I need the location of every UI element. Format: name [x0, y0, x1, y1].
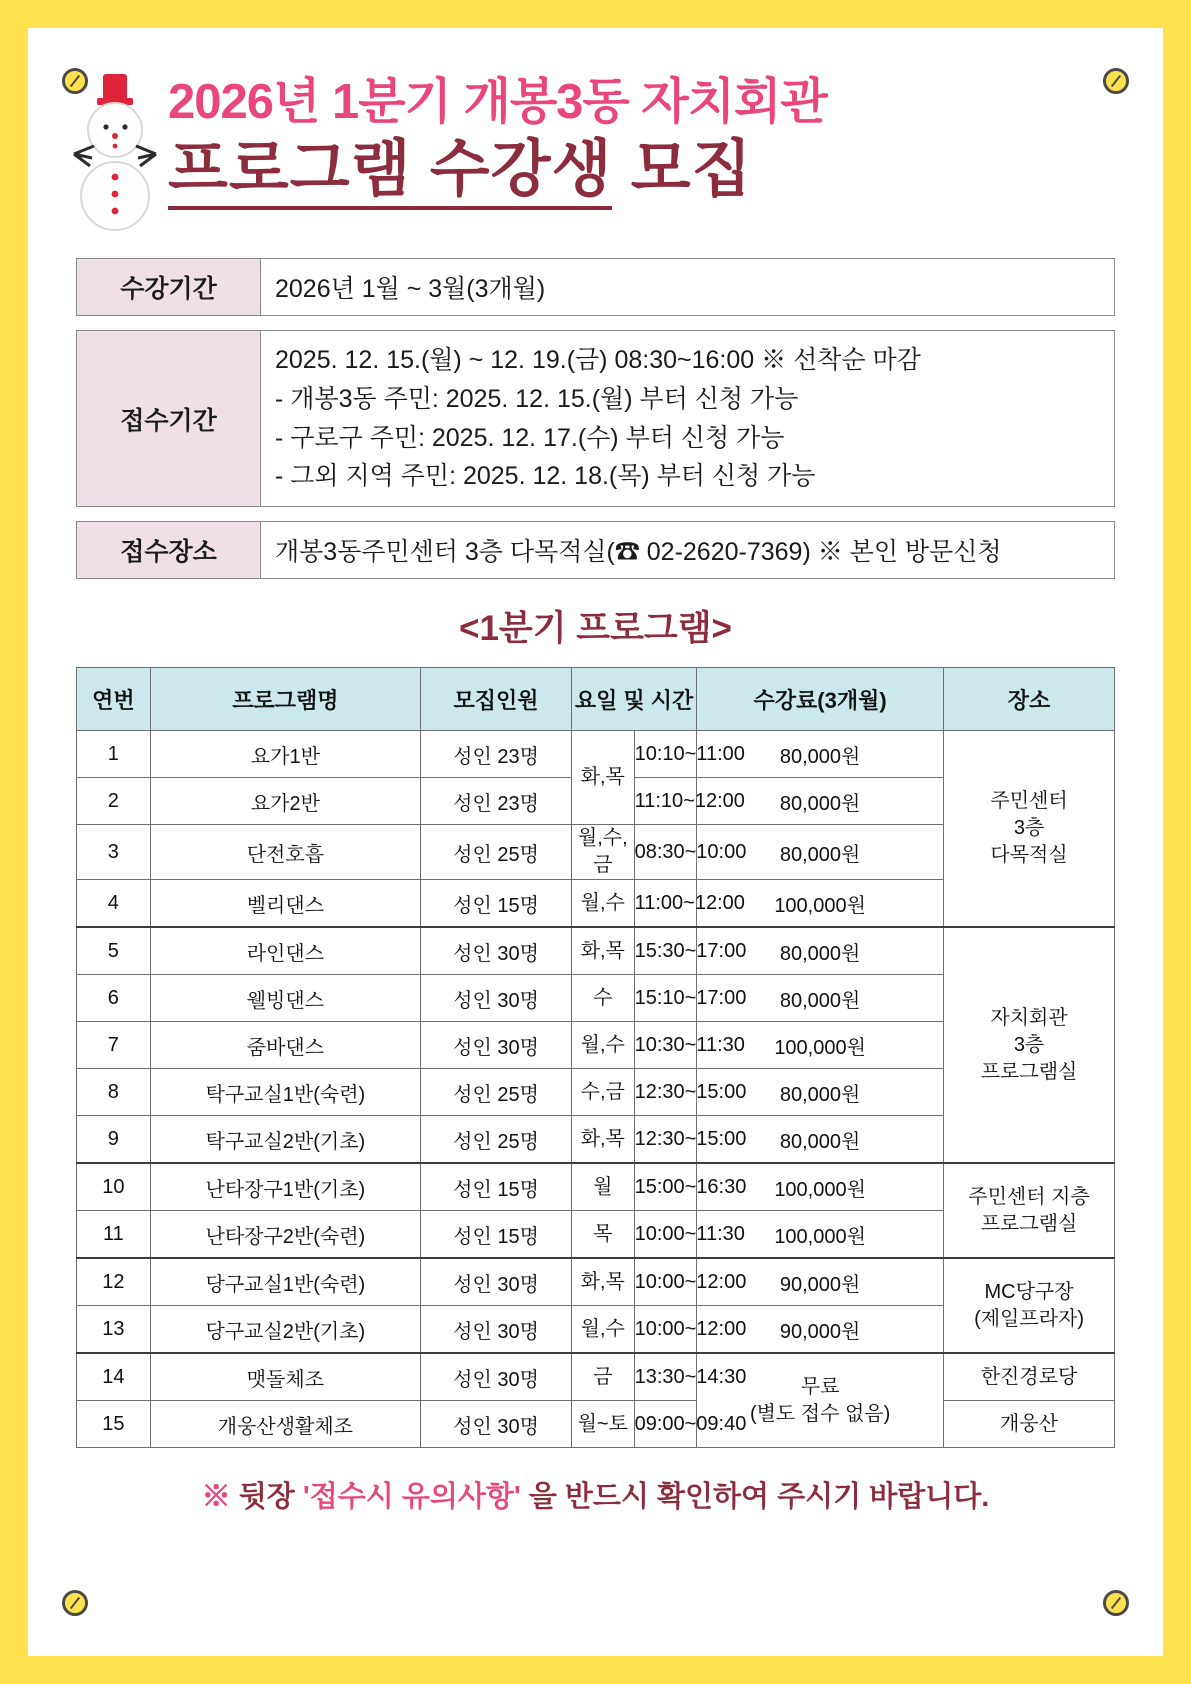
cell-name: 난타장구1반(기초): [150, 1163, 420, 1211]
cell-fee: 80,000원: [697, 975, 944, 1022]
cell-place: MC당구장 (제일프라자): [944, 1258, 1115, 1353]
course-period-row: [77, 259, 1115, 316]
cell-fee: 100,000원: [697, 1022, 944, 1069]
cell-time: 10:30~11:30: [634, 1022, 697, 1069]
cell-place: 자치회관 3층 프로그램실: [944, 927, 1115, 1163]
footer-text-b: 을 반드시 확인하여 주시기 바랍니다.: [520, 1481, 990, 1513]
title-block: [168, 76, 1123, 205]
application-period-value: [261, 331, 1115, 507]
cell-no: 14: [77, 1353, 151, 1401]
cell-day: 화,목: [571, 1258, 634, 1306]
cell-fee: 90,000원: [697, 1306, 944, 1354]
cell-fee: 90,000원: [697, 1258, 944, 1306]
poster-title-line2-b: 모집: [612, 134, 753, 204]
cell-capacity: 성인 15명: [421, 880, 572, 928]
cell-fee: 80,000원: [697, 927, 944, 975]
application-place-value: 개봉3동주민센터 3층 다목적실(☎ 02-2620-7369) ※ 본인 방문신청: [261, 522, 1115, 579]
header-day-time: 요일 및 시간: [571, 668, 696, 731]
poster-title-line1: 2026년 1분기 개봉3동 자치회관: [168, 75, 827, 129]
cell-day: 월: [571, 1163, 634, 1211]
cell-time: 15:10~17:00: [634, 975, 697, 1022]
table-row: [77, 731, 1115, 778]
poster-title-line2-a: 프로그램 수강생: [168, 135, 612, 210]
screw-bottom-right: [1103, 1590, 1129, 1616]
cell-capacity: 성인 30명: [421, 1306, 572, 1354]
cell-name: 웰빙댄스: [150, 975, 420, 1022]
cell-no: 13: [77, 1306, 151, 1354]
cell-time: 15:30~17:00: [634, 927, 697, 975]
cell-no: 8: [77, 1069, 151, 1116]
cell-name: 요가1반: [150, 731, 420, 778]
program-section-title: <1분기 프로그램>: [459, 609, 732, 648]
cell-day: 화,목: [571, 927, 634, 975]
poster-header: [28, 28, 1163, 258]
application-place-row: [77, 522, 1115, 579]
cell-day: 수,금: [571, 1069, 634, 1116]
cell-time: 10:00~12:00: [634, 1306, 697, 1354]
cell-time: 15:00~16:30: [634, 1163, 697, 1211]
application-period-line-3: - 구로구 주민: 2025. 12. 17.(수) 부터 신청 가능: [275, 423, 785, 452]
info-section: [76, 258, 1115, 579]
header-fee: 수강료(3개월): [697, 668, 944, 731]
cell-name: 벨리댄스: [150, 880, 420, 928]
cell-time: 10:10~11:00: [634, 731, 697, 778]
cell-day: 월,수,금: [571, 825, 634, 880]
cell-fee: 무료 (별도 접수 없음): [697, 1353, 944, 1448]
cell-day: 목: [571, 1211, 634, 1259]
cell-day: 월~토: [571, 1401, 634, 1448]
application-period-line-2: - 개봉3동 주민: 2025. 12. 15.(월) 부터 신청 가능: [275, 384, 799, 413]
cell-capacity: 성인 15명: [421, 1163, 572, 1211]
cell-time: 11:00~12:00: [634, 880, 697, 928]
table-row: [77, 1163, 1115, 1211]
poster-sheet: [28, 28, 1163, 1656]
cell-capacity: 성인 25명: [421, 1116, 572, 1164]
cell-place: 주민센터 지층 프로그램실: [944, 1163, 1115, 1258]
cell-day: 금: [571, 1353, 634, 1401]
cell-name: 개웅산생활체조: [150, 1401, 420, 1448]
footer-text-a: 뒷장: [230, 1481, 303, 1513]
footer-note: [28, 1474, 1163, 1515]
cell-no: 5: [77, 927, 151, 975]
application-period-label: 접수기간: [77, 331, 261, 507]
cell-name: 요가2반: [150, 778, 420, 825]
cell-fee: 80,000원: [697, 1069, 944, 1116]
table-row: [77, 1353, 1115, 1401]
cell-name: 당구교실2반(기초): [150, 1306, 420, 1354]
cell-capacity: 성인 30명: [421, 1353, 572, 1401]
cell-time: 11:10~12:00: [634, 778, 697, 825]
cell-day: 월,수: [571, 1022, 634, 1069]
cell-fee: 80,000원: [697, 825, 944, 880]
cell-capacity: 성인 30명: [421, 975, 572, 1022]
cell-no: 12: [77, 1258, 151, 1306]
cell-place: 개웅산: [944, 1401, 1115, 1448]
cell-place: 주민센터 3층 다목적실: [944, 731, 1115, 928]
cell-capacity: 성인 30명: [421, 1258, 572, 1306]
screw-top-right: [1103, 68, 1129, 94]
cell-fee: 100,000원: [697, 880, 944, 928]
cell-time: 12:30~15:00: [634, 1116, 697, 1164]
cell-capacity: 성인 30명: [421, 1401, 572, 1448]
program-table-wrapper: [76, 667, 1115, 1448]
program-table-body: [77, 731, 1115, 1448]
cell-no: 7: [77, 1022, 151, 1069]
cell-no: 6: [77, 975, 151, 1022]
footer-accent: '접수시 유의사항': [302, 1481, 521, 1513]
cell-no: 1: [77, 731, 151, 778]
cell-name: 단전호흡: [150, 825, 420, 880]
cell-name: 맷돌체조: [150, 1353, 420, 1401]
cell-name: 탁구교실2반(기초): [150, 1116, 420, 1164]
cell-time: 10:00~12:00: [634, 1258, 697, 1306]
cell-fee: 100,000원: [697, 1211, 944, 1259]
cell-day: 화,목: [571, 1116, 634, 1164]
cell-capacity: 성인 25명: [421, 1069, 572, 1116]
course-period-value: 2026년 1월 ~ 3월(3개월): [261, 259, 1115, 316]
header-capacity: 모집인원: [421, 668, 572, 731]
program-table-header-row: [77, 668, 1115, 731]
course-period-label: 수강기간: [77, 259, 261, 316]
cell-time: 12:30~15:00: [634, 1069, 697, 1116]
cell-name: 난타장구2반(숙련): [150, 1211, 420, 1259]
footer-mark: ※: [201, 1481, 231, 1513]
program-table: [76, 667, 1115, 1448]
table-row: [77, 1258, 1115, 1306]
cell-day: 화,목: [571, 731, 634, 825]
application-place-table: [76, 521, 1115, 579]
poster-content: [28, 28, 1163, 1656]
cell-capacity: 성인 25명: [421, 825, 572, 880]
screw-bottom-left: [62, 1590, 88, 1616]
cell-fee: 80,000원: [697, 778, 944, 825]
cell-time: 09:00~09:40: [634, 1401, 697, 1448]
cell-no: 10: [77, 1163, 151, 1211]
header-no: 연번: [77, 668, 151, 731]
cell-no: 3: [77, 825, 151, 880]
cell-no: 9: [77, 1116, 151, 1164]
cell-no: 15: [77, 1401, 151, 1448]
cell-name: 줌바댄스: [150, 1022, 420, 1069]
application-period-table: [76, 330, 1115, 507]
cell-no: 11: [77, 1211, 151, 1259]
cell-fee: 80,000원: [697, 1116, 944, 1164]
cell-capacity: 성인 30명: [421, 927, 572, 975]
cell-name: 당구교실1반(숙련): [150, 1258, 420, 1306]
screw-top-left: [62, 68, 88, 94]
cell-time: 08:30~10:00: [634, 825, 697, 880]
cell-day: 월,수: [571, 880, 634, 928]
application-period-line-1: 2025. 12. 15.(월) ~ 12. 19.(금) 08:30~16:00 ※ 선착순 마감: [275, 346, 921, 374]
header-program-name: 프로그램명: [150, 668, 420, 731]
cell-capacity: 성인 23명: [421, 778, 572, 825]
application-period-row: [77, 331, 1115, 507]
table-row: [77, 927, 1115, 975]
cell-time: 13:30~14:30: [634, 1353, 697, 1401]
cell-capacity: 성인 30명: [421, 1022, 572, 1069]
poster-title-line2: [168, 134, 1123, 205]
application-place-label: 접수장소: [77, 522, 261, 579]
header-place: 장소: [944, 668, 1115, 731]
cell-name: 라인댄스: [150, 927, 420, 975]
cell-fee: 80,000원: [697, 731, 944, 778]
table-row: [77, 1401, 1115, 1448]
cell-day: 수: [571, 975, 634, 1022]
program-table-head: [77, 668, 1115, 731]
snowman-icon: [70, 72, 160, 242]
course-period-table: [76, 258, 1115, 316]
cell-capacity: 성인 15명: [421, 1211, 572, 1259]
cell-time: 10:00~11:30: [634, 1211, 697, 1259]
cell-name: 탁구교실1반(숙련): [150, 1069, 420, 1116]
cell-fee: 100,000원: [697, 1163, 944, 1211]
cell-capacity: 성인 23명: [421, 731, 572, 778]
cell-day: 월,수: [571, 1306, 634, 1354]
cell-no: 2: [77, 778, 151, 825]
application-period-line-4: - 그외 지역 주민: 2025. 12. 18.(목) 부터 신청 가능: [275, 462, 816, 491]
cell-no: 4: [77, 880, 151, 928]
cell-place: 한진경로당: [944, 1353, 1115, 1401]
